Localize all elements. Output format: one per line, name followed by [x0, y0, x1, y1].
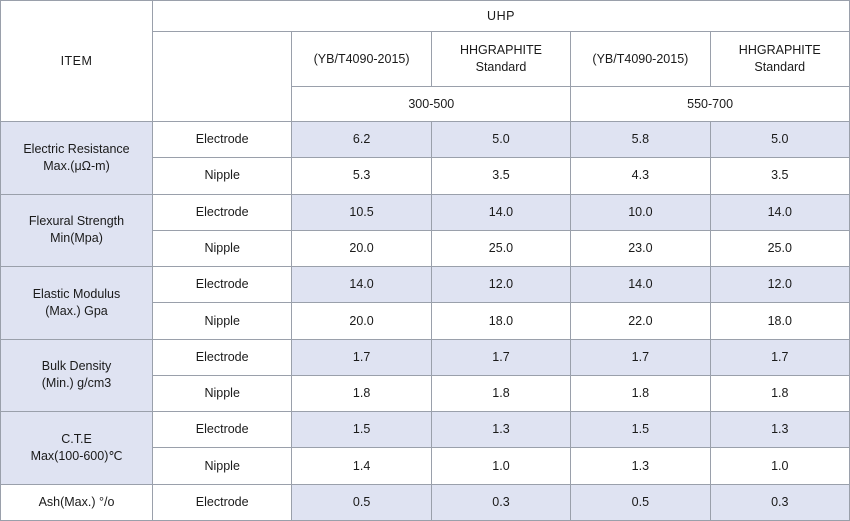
sub-label-electrode: Electrode [153, 484, 292, 520]
header-standard-1 [292, 32, 431, 87]
row-label-flexural-strength [1, 194, 153, 267]
cell-value: 1.8 [292, 375, 431, 411]
table-row [1, 339, 850, 375]
sub-label-nipple: Nipple [153, 303, 292, 339]
cell-value: 5.3 [292, 158, 431, 194]
table-row [1, 484, 850, 520]
row-label-line1: Bulk Density [41, 359, 112, 374]
cell-value: 25.0 [710, 230, 849, 266]
header-standard-4-line2: Standard [754, 60, 806, 74]
sub-label-nipple: Nipple [153, 230, 292, 266]
row-label-line2: (Min.) g/cm3 [41, 376, 112, 391]
header-standard-4 [710, 32, 849, 87]
cell-value: 0.5 [292, 484, 431, 520]
header-group-uhp: UHP [153, 1, 850, 32]
cell-value: 1.7 [710, 339, 849, 375]
row-label-line2: Max(100-600)℃ [30, 448, 123, 463]
header-standard-3-line1: (YB/T4090-2015) [592, 51, 689, 66]
cell-value: 10.0 [571, 194, 710, 230]
table-row [1, 194, 850, 230]
row-label-line1: Electric Resistance [23, 141, 130, 156]
cell-value: 1.5 [292, 412, 431, 448]
sub-label-electrode: Electrode [153, 412, 292, 448]
cell-value: 14.0 [571, 267, 710, 303]
cell-value: 5.0 [710, 122, 849, 158]
cell-value: 14.0 [431, 194, 570, 230]
row-label-line2: (Max.) Gpa [45, 303, 108, 318]
cell-value: 18.0 [431, 303, 570, 339]
cell-value: 0.3 [431, 484, 570, 520]
sub-label-electrode: Electrode [153, 194, 292, 230]
table-row [1, 267, 850, 303]
cell-value: 1.8 [571, 375, 710, 411]
cell-value: 4.3 [571, 158, 710, 194]
cell-value: 1.3 [571, 448, 710, 484]
header-standard-4-line1: HHGRAPHITE [738, 43, 821, 58]
cell-value: 12.0 [431, 267, 570, 303]
cell-value: 1.7 [571, 339, 710, 375]
cell-value: 6.2 [292, 122, 431, 158]
header-range-2: 550-700 [571, 87, 850, 122]
sub-label-electrode: Electrode [153, 122, 292, 158]
row-label-line2: Min(Mpa) [50, 231, 103, 246]
cell-value: 1.3 [431, 412, 570, 448]
header-range-1: 300-500 [292, 87, 571, 122]
sub-label-electrode: Electrode [153, 267, 292, 303]
cell-value: 1.7 [431, 339, 570, 375]
header-subcolumn-blank [153, 32, 292, 122]
cell-value: 0.3 [710, 484, 849, 520]
cell-value: 5.0 [431, 122, 570, 158]
cell-value: 23.0 [571, 230, 710, 266]
cell-value: 10.5 [292, 194, 431, 230]
sub-label-nipple: Nipple [153, 158, 292, 194]
cell-value: 20.0 [292, 230, 431, 266]
row-label-elastic-modulus [1, 267, 153, 340]
row-label-ash [1, 484, 153, 520]
header-standard-3 [571, 32, 710, 87]
row-label-cte [1, 412, 153, 485]
cell-value: 14.0 [292, 267, 431, 303]
table-header-row-1 [1, 1, 850, 32]
table-row [1, 122, 850, 158]
sub-label-nipple: Nipple [153, 375, 292, 411]
cell-value: 3.5 [710, 158, 849, 194]
header-item: ITEM [1, 1, 153, 122]
header-standard-1-line1: (YB/T4090-2015) [313, 51, 410, 66]
row-label-line1: C.T.E [61, 432, 92, 447]
cell-value: 20.0 [292, 303, 431, 339]
row-label-bulk-density [1, 339, 153, 412]
cell-value: 12.0 [710, 267, 849, 303]
row-label-line1: Elastic Modulus [32, 286, 121, 301]
cell-value: 1.5 [571, 412, 710, 448]
cell-value: 1.0 [431, 448, 570, 484]
cell-value: 1.8 [710, 375, 849, 411]
row-label-line2: Max.(μΩ-m) [43, 158, 110, 173]
cell-value: 22.0 [571, 303, 710, 339]
cell-value: 5.8 [571, 122, 710, 158]
table-row [1, 412, 850, 448]
header-standard-2-line2: Standard [475, 60, 527, 74]
cell-value: 1.8 [431, 375, 570, 411]
cell-value: 1.0 [710, 448, 849, 484]
cell-value: 1.3 [710, 412, 849, 448]
row-label-electric-resistance [1, 122, 153, 195]
sub-label-nipple: Nipple [153, 448, 292, 484]
sub-label-electrode: Electrode [153, 339, 292, 375]
row-label-line2: °/o [99, 494, 115, 509]
row-label-line1: Ash(Max.) [38, 494, 96, 509]
header-standard-2-line1: HHGRAPHITE [460, 43, 542, 58]
row-label-line1: Flexural Strength [28, 214, 125, 229]
cell-value: 25.0 [431, 230, 570, 266]
cell-value: 3.5 [431, 158, 570, 194]
cell-value: 18.0 [710, 303, 849, 339]
header-standard-2 [431, 32, 570, 87]
cell-value: 1.4 [292, 448, 431, 484]
cell-value: 0.5 [571, 484, 710, 520]
cell-value: 1.7 [292, 339, 431, 375]
cell-value: 14.0 [710, 194, 849, 230]
